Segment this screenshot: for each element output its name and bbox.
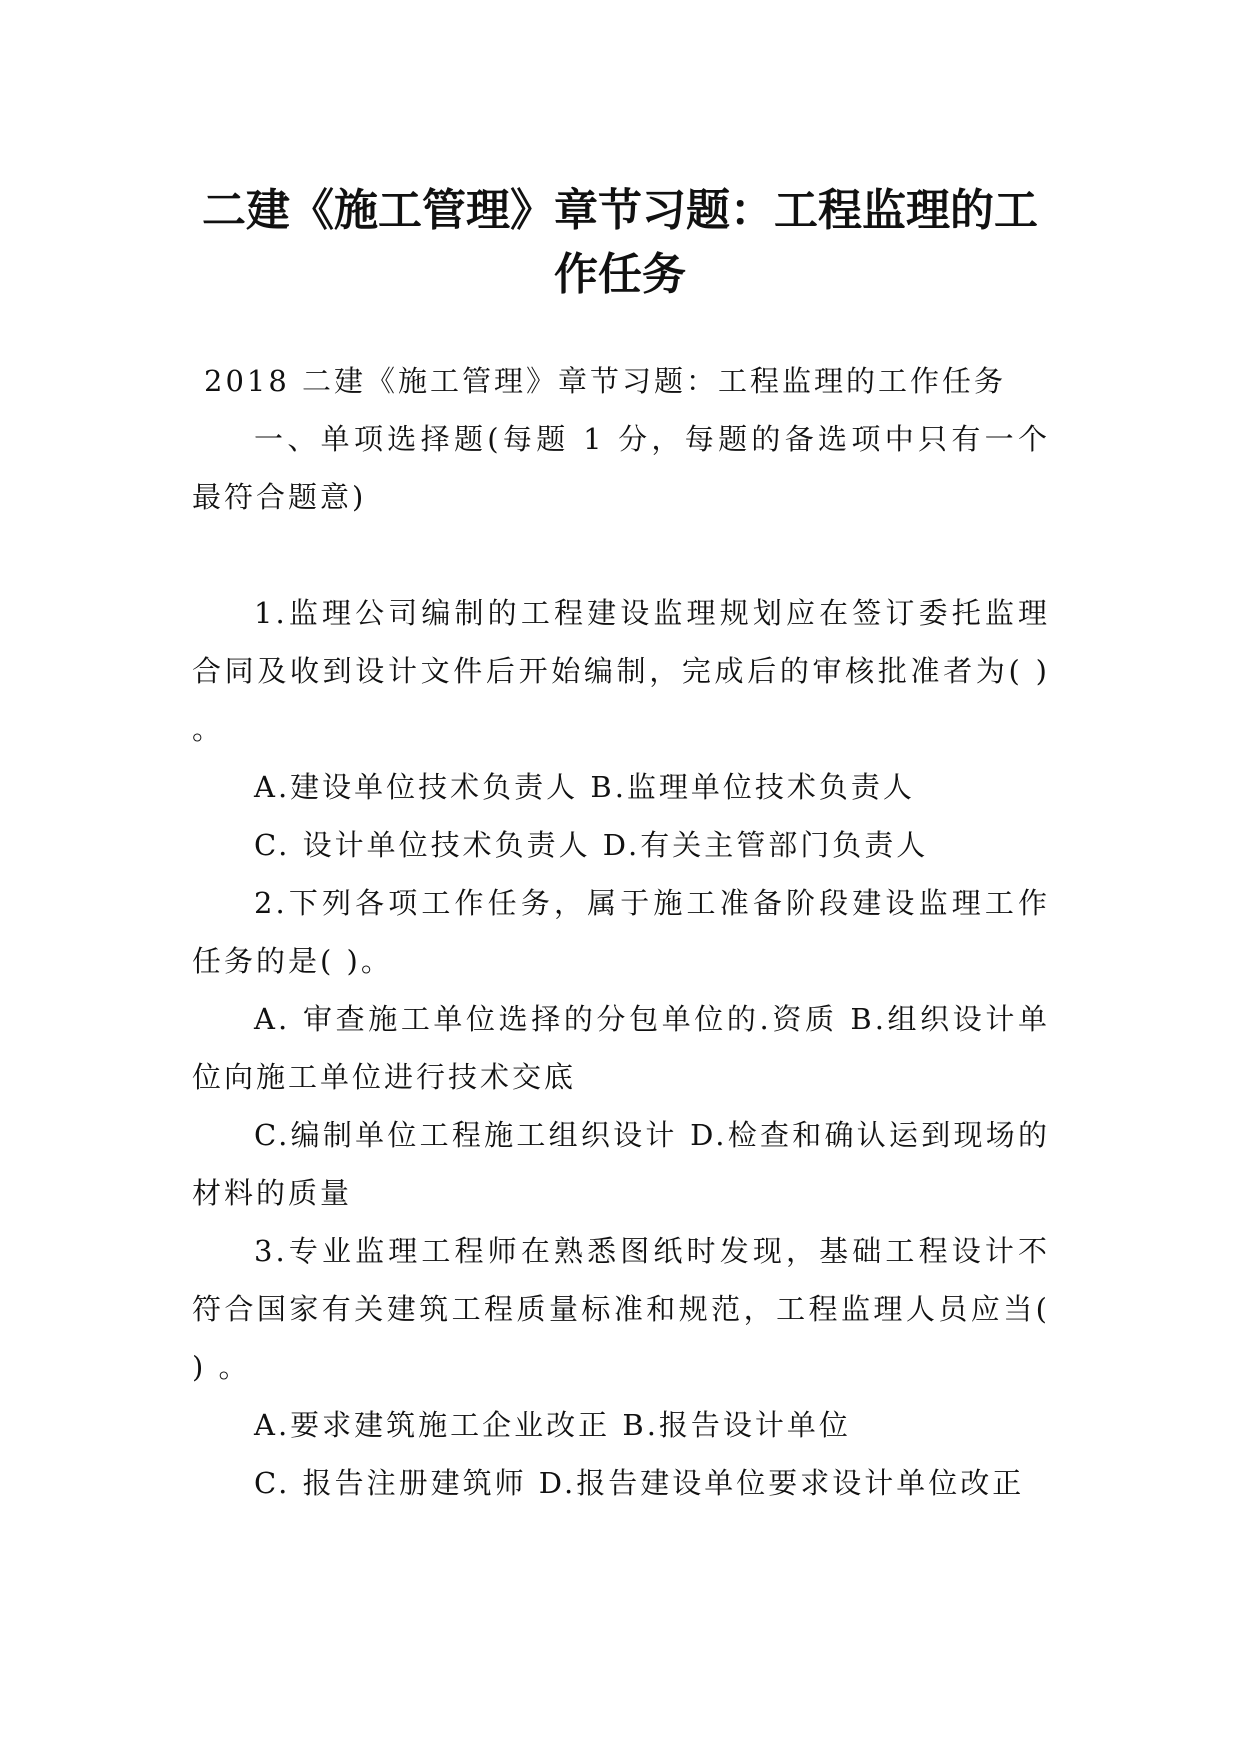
question-3-options-cd: C. 报告注册建筑师 D.报告建设单位要求设计单位改正 [254,1466,1025,1500]
question-1-stem: 1.监理公司编制的工程建设监理规划应在签订委托监理合同及收到设计文件后开始编制，完成后的审核批准者为( ) 。 [192,596,1050,746]
document-title [150,179,1090,307]
subtitle: 2018 二建《施工管理》章节习题：工程监理的工作任务 [204,364,1007,398]
blank-line [192,526,1050,584]
question-2-options-cd: C.编制单位工程施工组织设计 D.检查和确认运到现场的材料的质量 [192,1118,1050,1210]
question-2-options-ab: A. 审查施工单位选择的分包单位的.资质 B.组织设计单位向施工单位进行技术交底 [192,1002,1050,1094]
title-line-2: 作任务 [554,249,686,301]
section-heading: 一、单项选择题(每题 1 分，每题的备选项中只有一个最符合题意) [192,422,1050,514]
question-3-stem: 3.专业监理工程师在熟悉图纸时发现，基础工程设计不符合国家有关建筑工程质量标准和规范，工程监理人员应当( ) 。 [192,1234,1050,1384]
title-line-1: 二建《施工管理》章节习题：工程监理的工 [202,185,1038,237]
document-body [192,352,1050,1512]
question-1-options-cd: C. 设计单位技术负责人 D.有关主管部门负责人 [254,828,929,862]
question-2-stem: 2.下列各项工作任务，属于施工准备阶段建设监理工作任务的是( )。 [192,886,1050,978]
question-1-options-ab: A.建设单位技术负责人 B.监理单位技术负责人 [254,770,915,804]
question-3-options-ab: A.要求建筑施工企业改正 B.报告设计单位 [254,1408,851,1442]
